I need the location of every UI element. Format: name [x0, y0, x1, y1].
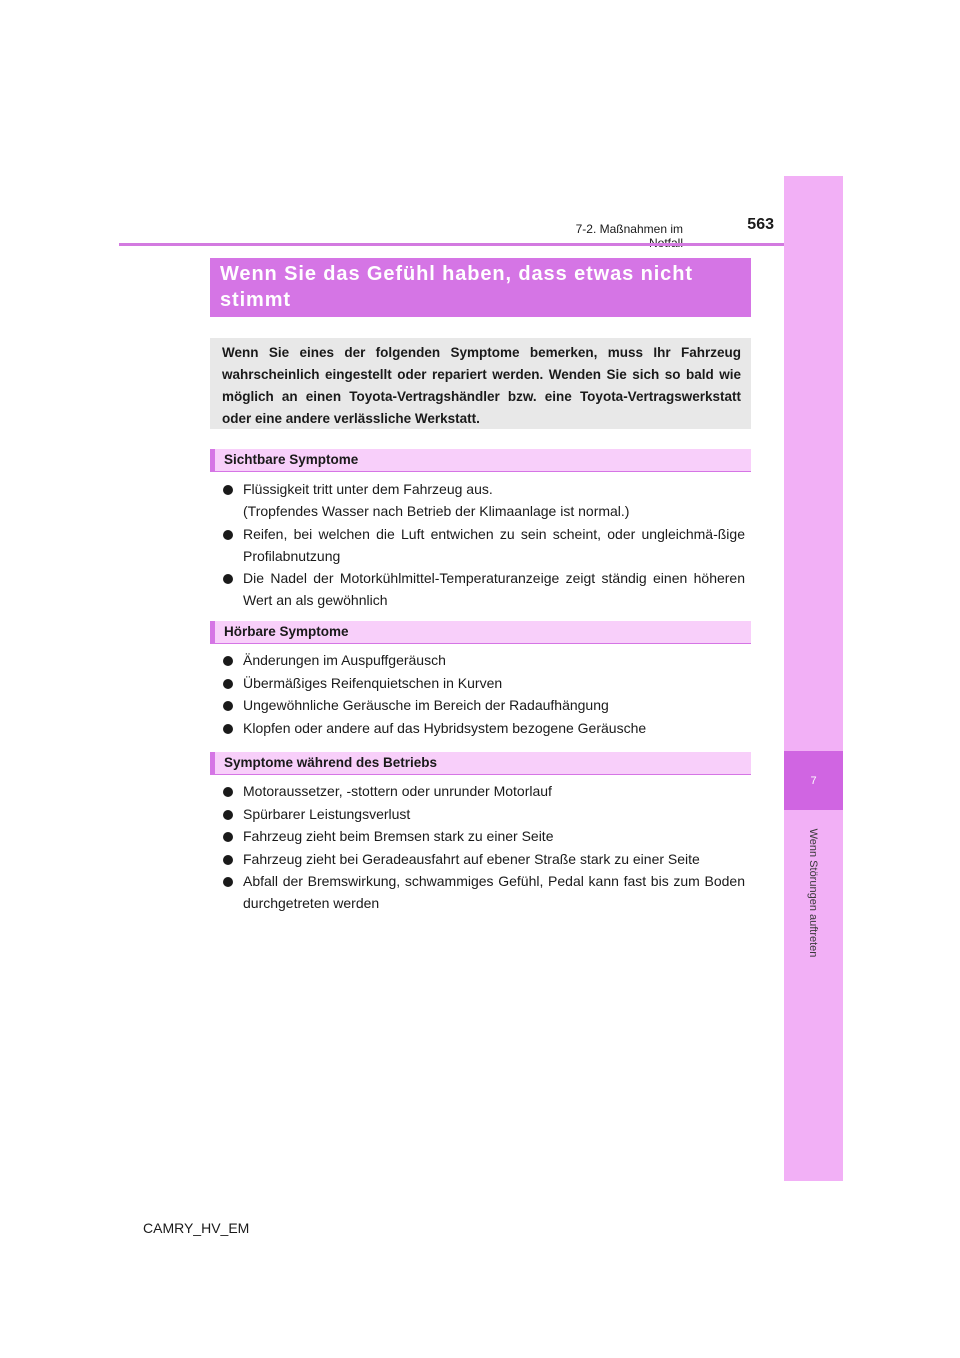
intro-text: Wenn Sie eines der folgenden Symptome bemerken, muss Ihr Fahrzeug wahrscheinlich eingestellt oder repariert werden. Wenden Sie sich so bald wie möglich an einen Toyota-Vertragshändler bzw. eine Toyota-Vertragswerkstatt oder eine andere verlässliche Werkstatt. — [222, 345, 741, 426]
list-item-text: Fahrzeug zieht beim Bremsen stark zu einer Seite — [243, 828, 554, 844]
list-item-text: Reifen, bei welchen die Luft entwichen zu sein scheint, oder ungleichmä-ßige Profilabnutzung — [243, 525, 745, 564]
bullet-icon — [223, 679, 233, 689]
list-operation-symptoms — [220, 780, 745, 915]
list-item — [220, 649, 745, 671]
list-audible-symptoms — [220, 649, 745, 739]
list-item — [220, 780, 745, 802]
chapter-header: 7-2. Maßnahmen im — [575, 222, 683, 236]
list-item — [220, 825, 745, 847]
page-number: 563 — [747, 216, 774, 233]
section-heading-visible: Sichtbare Symptome — [210, 449, 751, 472]
bullet-icon — [223, 701, 233, 711]
bullet-icon — [223, 656, 233, 666]
list-item — [220, 523, 745, 567]
list-item-text: Spürbarer Leistungsverlust — [243, 805, 411, 822]
side-tab-label: Wenn Störungen auftreten — [807, 828, 819, 958]
bullet-icon — [223, 485, 233, 495]
list-item — [220, 672, 745, 694]
footer-model-code: CAMRY_HV_EM — [143, 1220, 250, 1236]
intro-box — [210, 338, 751, 429]
list-item — [220, 717, 745, 739]
list-item — [220, 848, 745, 870]
bullet-icon — [223, 787, 233, 797]
bullet-icon — [223, 877, 233, 887]
bullet-icon — [223, 832, 233, 842]
list-item — [220, 694, 745, 716]
list-item-text: Flüssigkeit tritt unter dem Fahrzeug aus. (Tropfendes Wasser nach Betrieb der Klimaanlage ist normal.) — [243, 481, 630, 519]
list-item — [220, 803, 745, 825]
bullet-icon — [223, 810, 233, 820]
bullet-icon — [223, 574, 233, 584]
section-heading-operation: Symptome während des Betriebs — [210, 752, 751, 775]
list-item-text: Fahrzeug zieht bei Geradeausfahrt auf ebener Straße stark zu einer Seite — [243, 850, 700, 867]
list-item — [220, 567, 745, 611]
list-item-text: Änderungen im Auspuffgeräusch — [243, 652, 446, 668]
title-box — [210, 258, 751, 317]
section-heading-audible: Hörbare Symptome — [210, 621, 751, 644]
side-tab — [784, 176, 843, 1181]
list-item-text: Ungewöhnliche Geräusche im Bereich der Radaufhängung — [243, 697, 609, 713]
bullet-icon — [223, 855, 233, 865]
list-item-text: Die Nadel der Motorkühlmittel-Temperaturanzeige zeigt ständig einen höheren Wert an als gewöhnlich — [243, 570, 745, 608]
bullet-icon — [223, 724, 233, 734]
header-rule — [119, 243, 787, 246]
page-title: Wenn Sie das Gefühl haben, dass etwas nicht stimmt — [220, 263, 693, 311]
list-item — [220, 478, 745, 522]
list-item — [220, 870, 745, 914]
list-item-text: Klopfen oder andere auf das Hybridsystem bezogene Geräusche — [243, 719, 647, 736]
side-tab-number: 7 — [784, 751, 843, 810]
list-item-text: Übermäßiges Reifenquietschen in Kurven — [243, 674, 503, 691]
list-visible-symptoms — [220, 478, 745, 612]
bullet-icon — [223, 530, 233, 540]
list-item-text: Abfall der Bremswirkung, schwammiges Gefühl, Pedal kann fast bis zum Boden durchgetreten werden — [243, 873, 745, 911]
list-item-text: Motoraussetzer, -stottern oder unrunder Motorlauf — [243, 783, 552, 799]
